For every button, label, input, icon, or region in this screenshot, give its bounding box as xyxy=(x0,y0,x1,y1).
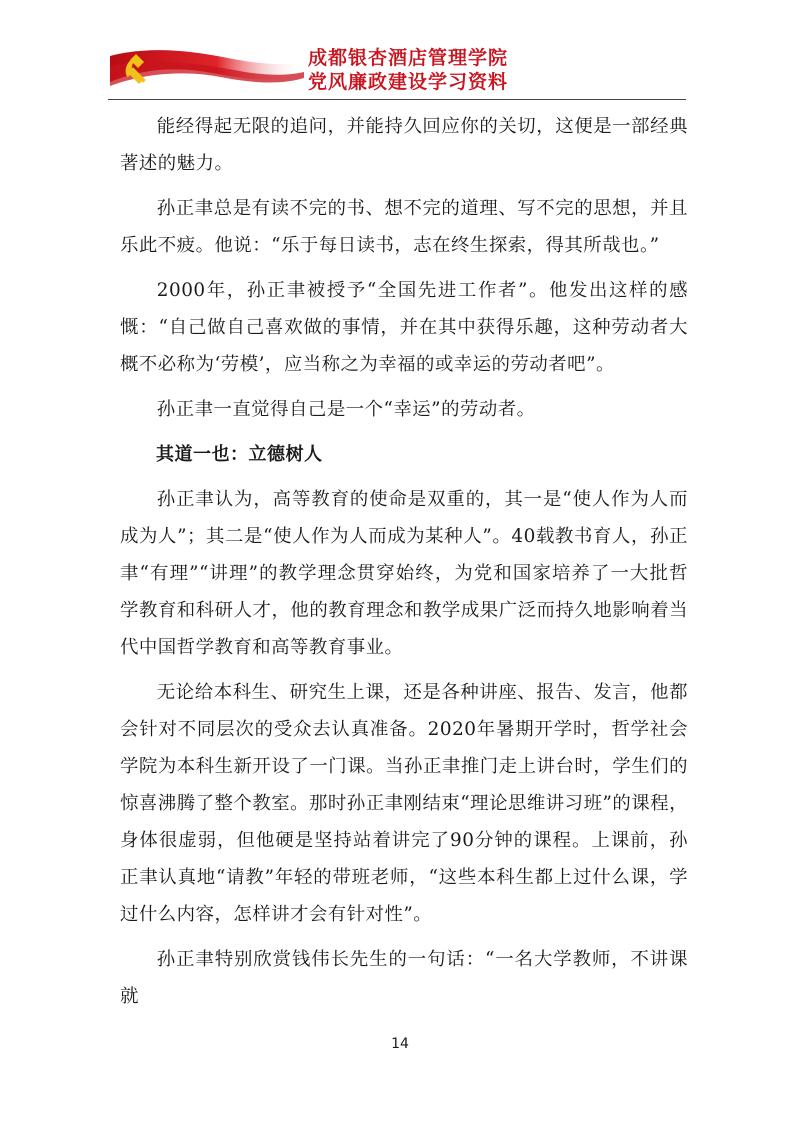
header-titles xyxy=(308,46,688,94)
paragraph-6: 无论给本科生、研究生上课，还是各种讲座、报告、发言，他都会针对不同层次的受众去认真准备。2020年暑期开学时，哲学社会学院为本科生新开设了一门课。当孙正聿推门走上讲台时，学生们的惊喜沸腾了整个教室。那时孙正聿刚结束“理论思维讲习班”的课程，身体很虚弱，但他硬是坚持站着讲完了90分钟的课程。上课前，孙正聿认真地“请教”年轻的带班老师，“这些本科生都上过什么课，学过什么内容，怎样讲才会有针对性”。 xyxy=(120,682,688,925)
header-divider xyxy=(108,99,686,100)
section-heading: 其道一也：立德树人 xyxy=(156,444,323,465)
page-number: 14 xyxy=(391,1036,409,1052)
document-title: 党风廉政建设学习资料 xyxy=(308,71,509,93)
paragraph-1: 能经得起无限的追问，并能持久回应你的关切，这便是一部经典著述的魅力。 xyxy=(120,116,688,174)
document-body xyxy=(120,108,688,1015)
paragraph-2: 孙正聿总是有读不完的书、想不完的道理、写不完的思想，并且乐此不疲。他说：“乐于每日读书，志在终生探索，得其所哉也。” xyxy=(120,198,688,256)
paragraph-7: 孙正聿特别欣赏钱伟长先生的一句话：“一名大学教师，不讲课就 xyxy=(120,949,688,1007)
page-header xyxy=(108,40,688,102)
paragraph-4: 孙正聿一直觉得自己是一个“幸运”的劳动者。 xyxy=(156,399,536,420)
institution-name: 成都银杏酒店管理学院 xyxy=(308,47,509,69)
paragraph-5: 孙正聿认为，高等教育的使命是双重的，其一是“使人作为人而成为人”；其二是“使人作为人而成为某种人”。40载教书育人，孙正聿“有理”“讲理”的教学理念贯穿始终，为党和国家培养了一大批哲学教育和科研人才，他的教育理念和教学成果广泛而持久地影响着当代中国哲学教育和高等教育事业。 xyxy=(120,489,688,658)
paragraph-3: 2000年，孙正聿被授予“全国先进工作者”。他发出这样的感慨：“自己做自己喜欢做的事情，并在其中获得乐趣，这种劳动者大概不必称为‘劳模’，应当称之为幸福的或幸运的劳动者吧”。 xyxy=(120,280,688,375)
party-emblem-banner-icon xyxy=(108,44,304,94)
